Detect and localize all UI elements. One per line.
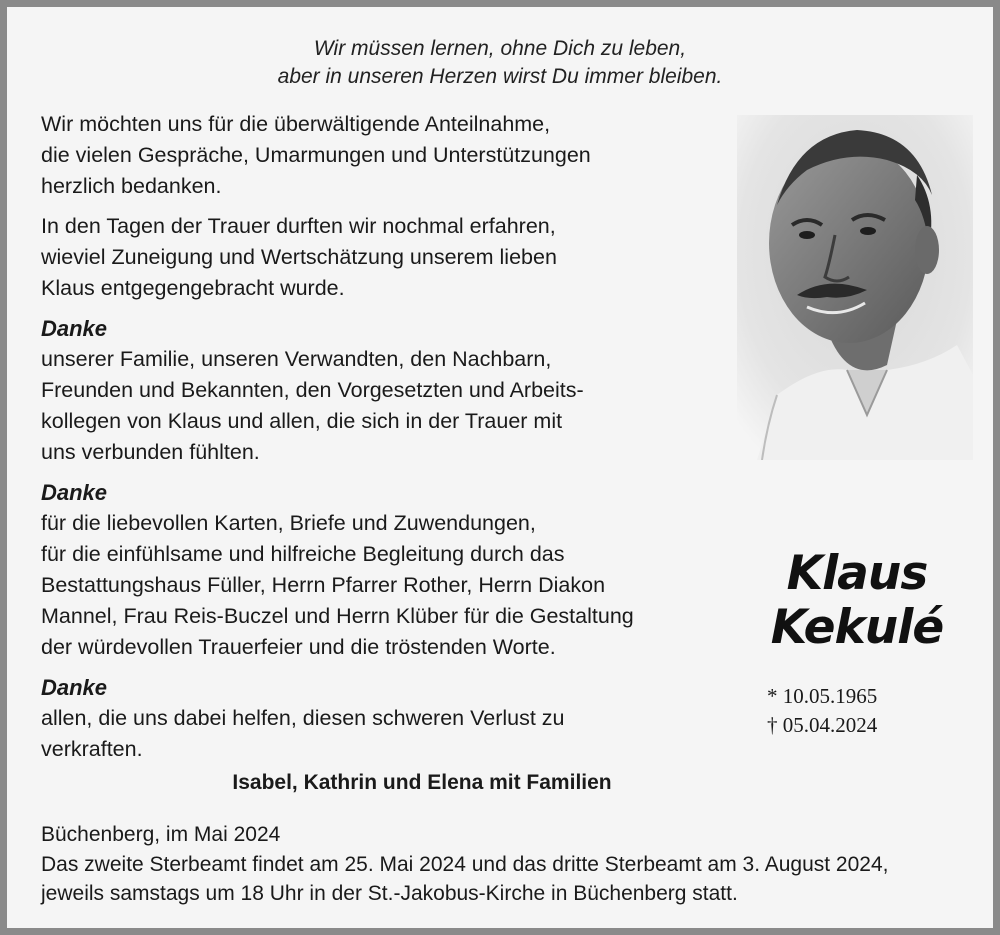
death-date: † 05.04.2024 <box>767 713 878 737</box>
portrait-illustration <box>737 115 973 460</box>
danke-heading: Danke <box>41 316 108 341</box>
obituary-card <box>7 7 993 928</box>
place-date: Büchenberg, im Mai 2024 <box>41 823 281 846</box>
danke-paragraph <box>41 508 741 663</box>
text-line: für die liebevollen Karten, Briefe und Zuwendungen, <box>41 511 536 535</box>
text-line: verkraften. <box>41 737 143 761</box>
text-line: die vielen Gespräche, Umarmungen und Unterstützungen <box>41 143 591 167</box>
motto-line: aber in unseren Herzen wirst Du immer bleiben. <box>277 65 723 88</box>
text-line: unserer Familie, unseren Verwandten, den Nachbarn, <box>41 347 552 371</box>
text-line: uns verbunden fühlten. <box>41 440 260 464</box>
deceased-name <box>747 547 967 655</box>
text-line: Mannel, Frau Reis-Buczel und Herrn Klüber für die Gestaltung <box>41 604 634 628</box>
life-dates <box>767 682 947 740</box>
intro-paragraph-2 <box>41 211 741 304</box>
danke-heading: Danke <box>41 675 108 700</box>
signers: Isabel, Kathrin und Elena mit Familien <box>232 771 612 794</box>
text-line: wieviel Zuneigung und Wertschätzung unserem lieben <box>41 245 557 269</box>
text-line: der würdevollen Trauerfeier und die tröstenden Worte. <box>41 635 556 659</box>
intro-paragraph <box>41 109 741 202</box>
danke-paragraph <box>41 703 741 765</box>
text-line: allen, die uns dabei helfen, diesen schweren Verlust zu <box>41 706 565 730</box>
birth-date: * 10.05.1965 <box>767 684 878 708</box>
text-line: kollegen von Klaus und allen, die sich in der Trauer mit <box>41 409 563 433</box>
danke-heading: Danke <box>41 480 108 505</box>
motto-quote <box>7 35 993 91</box>
portrait-photo <box>737 115 973 460</box>
last-name: Kekulé <box>770 600 944 655</box>
text-line: jeweils samstags um 18 Uhr in der St.-Jakobus-Kirche in Büchenberg statt. <box>41 882 738 905</box>
text-line: Wir möchten uns für die überwältigende Anteilnahme, <box>41 112 551 136</box>
text-line: Klaus entgegengebracht wurde. <box>41 276 345 300</box>
text-line: In den Tagen der Trauer durften wir nochmal erfahren, <box>41 214 556 238</box>
text-line: Das zweite Sterbeamt findet am 25. Mai 2024 und das dritte Sterbeamt am 3. August 2024, <box>41 853 889 876</box>
text-line: für die einfühlsame und hilfreiche Begleitung durch das <box>41 542 565 566</box>
thank-you-text <box>41 109 741 775</box>
danke-paragraph <box>41 344 741 468</box>
text-line: herzlich bedanken. <box>41 174 222 198</box>
motto-line: Wir müssen lernen, ohne Dich zu leben, <box>313 37 687 60</box>
memorial-mass-notice <box>41 850 888 908</box>
text-line: Freunden und Bekannten, den Vorgesetzten und Arbeits- <box>41 378 584 402</box>
text-line: Bestattungshaus Füller, Herrn Pfarrer Rother, Herrn Diakon <box>41 573 606 597</box>
first-name: Klaus <box>786 546 928 601</box>
